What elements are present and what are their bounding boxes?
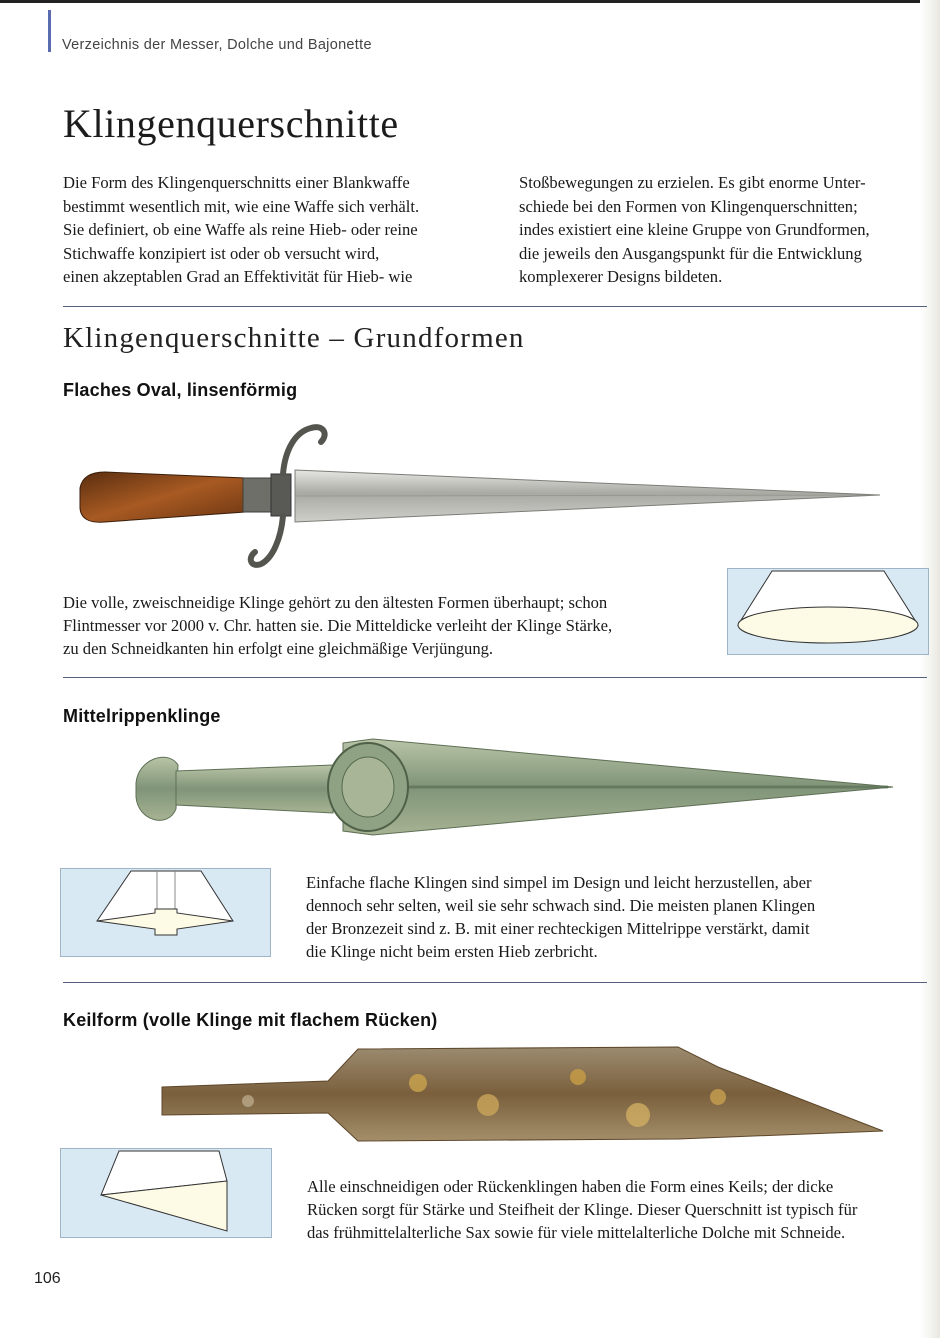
cross-section-diagram-lenticular xyxy=(727,568,929,655)
top-edge-line xyxy=(0,0,940,3)
section-title: Klingenquerschnitte – Grundformen xyxy=(63,322,525,354)
intro-column-left: Die Form des Klingenquerschnitts einer Blankwaffe bestimmt wesentlich mit, wie eine Waffe sich verhält. Sie definiert, ob eine Waffe als reine Hieb- oder reine Stichwaffe konzipiert ist oder ob versucht wird, einen akzeptablen Grad an Effektivität für Hieb- wie xyxy=(63,173,420,286)
page-title: Klingenquerschnitte xyxy=(63,101,399,146)
divider-rule xyxy=(63,306,927,307)
section-text-midrib: Einfache flache Klingen sind simpel im Design und leicht herzustellen, aber dennoch sehr selten, weil sie sehr schwach sind. Die meisten planen Klingen der Bronzezeit sind z. B. mit einer rechteckigen Mittelrippe verstärkt, damit die Klinge nicht beim ersten Hieb zerbricht. xyxy=(306,873,816,961)
page-number: 106 xyxy=(34,1270,61,1287)
section-heading-midrib: Mittelrippenklinge xyxy=(63,706,221,726)
section-text-wedge: Alle einschneidigen oder Rückenklingen haben die Form eines Keils; der dicke Rücken sorgt für Stärke und Steifheit der Klinge. Dieser Querschnitt ist typisch für das frühmittelalterliche Sax sowie für viele mittelalterliche Dolche mit Schneide. xyxy=(307,1177,858,1242)
knife-photo-wedge xyxy=(158,1043,888,1148)
cross-section-diagram-wedge xyxy=(60,1148,272,1238)
divider-rule xyxy=(63,677,927,678)
running-head: Verzeichnis der Messer, Dolche und Bajonette xyxy=(62,37,372,53)
section-heading-wedge: Keilform (volle Klinge mit flachem Rücken) xyxy=(63,1010,438,1030)
dagger-photo-lenticular xyxy=(75,420,885,570)
cross-section-diagram-midrib xyxy=(60,868,271,957)
section-text-lenticular: Die volle, zweischneidige Klinge gehört zu den ältesten Formen überhaupt; schon Flintmesser vor 2000 v. Chr. hatten sie. Die Mitteldicke verleiht der Klinge Stärke, zu den Schneidkanten hin erfolgt eine gleichmäßige Verjüngung. xyxy=(63,593,613,658)
dagger-photo-midrib xyxy=(128,735,898,845)
running-head-accent-bar xyxy=(48,10,51,52)
divider-rule xyxy=(63,982,927,983)
intro-column-right: Stoßbewegungen zu erzielen. Es gibt enorme Unter- schiede bei den Formen von Klingenquerschnitten; indes existiert eine kleine Gruppe von Grundformen, die jeweils den Ausgangspunkt für die Entwicklung komplexerer Designs bildeten. xyxy=(519,173,870,286)
section-heading-lenticular: Flaches Oval, linsenförmig xyxy=(63,380,298,400)
